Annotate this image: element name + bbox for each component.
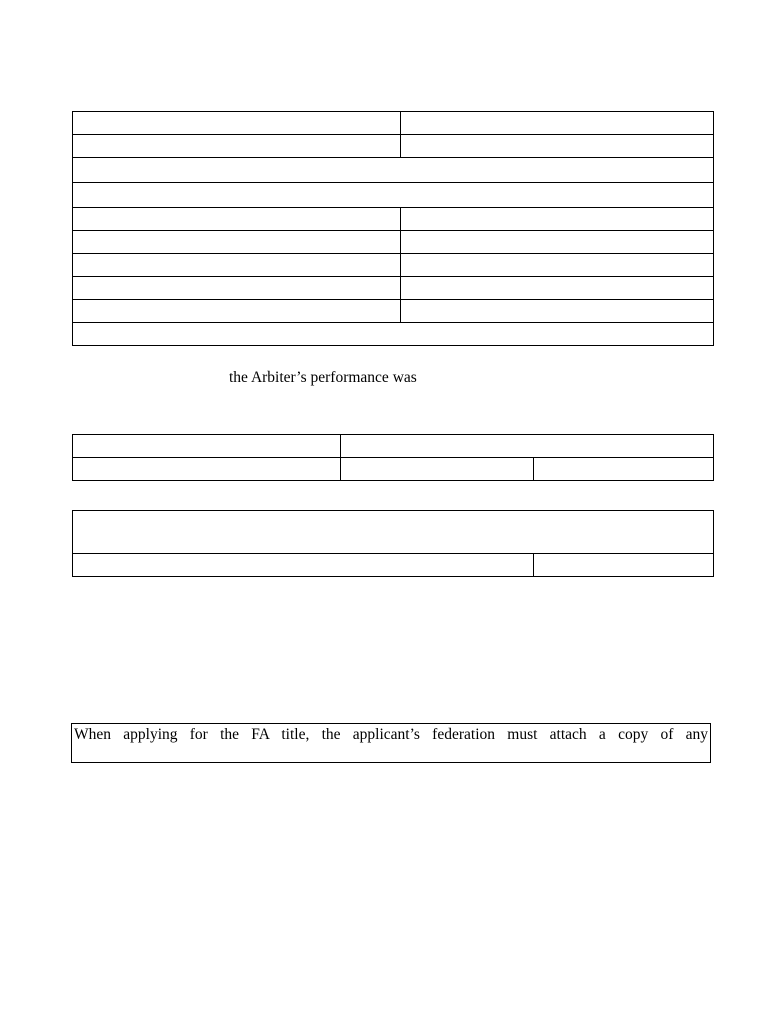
table-row	[73, 554, 714, 577]
table-cell	[73, 435, 341, 458]
table-row	[73, 435, 714, 458]
table-cell	[73, 135, 401, 158]
table-cell	[401, 300, 714, 323]
table-cell	[73, 554, 534, 577]
table-cell	[73, 511, 714, 554]
table-cell	[73, 458, 341, 481]
table-cell	[73, 254, 401, 277]
notice-text: When applying for the FA title, the applicant’s federation must attach a copy of any	[74, 726, 708, 743]
table-cell	[401, 112, 714, 135]
table-cell	[73, 158, 714, 183]
signature-table	[72, 510, 714, 577]
table-cell	[73, 323, 714, 346]
table-cell	[534, 554, 714, 577]
table-cell	[401, 254, 714, 277]
table-cell	[401, 208, 714, 231]
table-row	[73, 135, 714, 158]
table-cell	[73, 112, 401, 135]
table-row	[73, 277, 714, 300]
table-cell	[73, 183, 714, 208]
table-cell	[341, 458, 534, 481]
table-row	[73, 183, 714, 208]
table-cell	[73, 231, 401, 254]
table-cell	[73, 300, 401, 323]
table-row	[73, 158, 714, 183]
table-cell	[401, 231, 714, 254]
details-table	[72, 111, 714, 346]
table-row	[73, 511, 714, 554]
table-row	[73, 323, 714, 346]
table-row	[73, 458, 714, 481]
table-cell	[341, 435, 714, 458]
table-row	[73, 300, 714, 323]
table-cell	[73, 277, 401, 300]
table-cell	[534, 458, 714, 481]
table-cell	[401, 277, 714, 300]
table-row	[73, 254, 714, 277]
table-cell	[73, 208, 401, 231]
table-cell	[401, 135, 714, 158]
rating-table	[72, 434, 714, 481]
table-row	[73, 208, 714, 231]
fa-title-notice	[71, 723, 711, 763]
performance-caption: the Arbiter’s performance was	[229, 369, 417, 386]
table-row	[73, 231, 714, 254]
table-row	[73, 112, 714, 135]
